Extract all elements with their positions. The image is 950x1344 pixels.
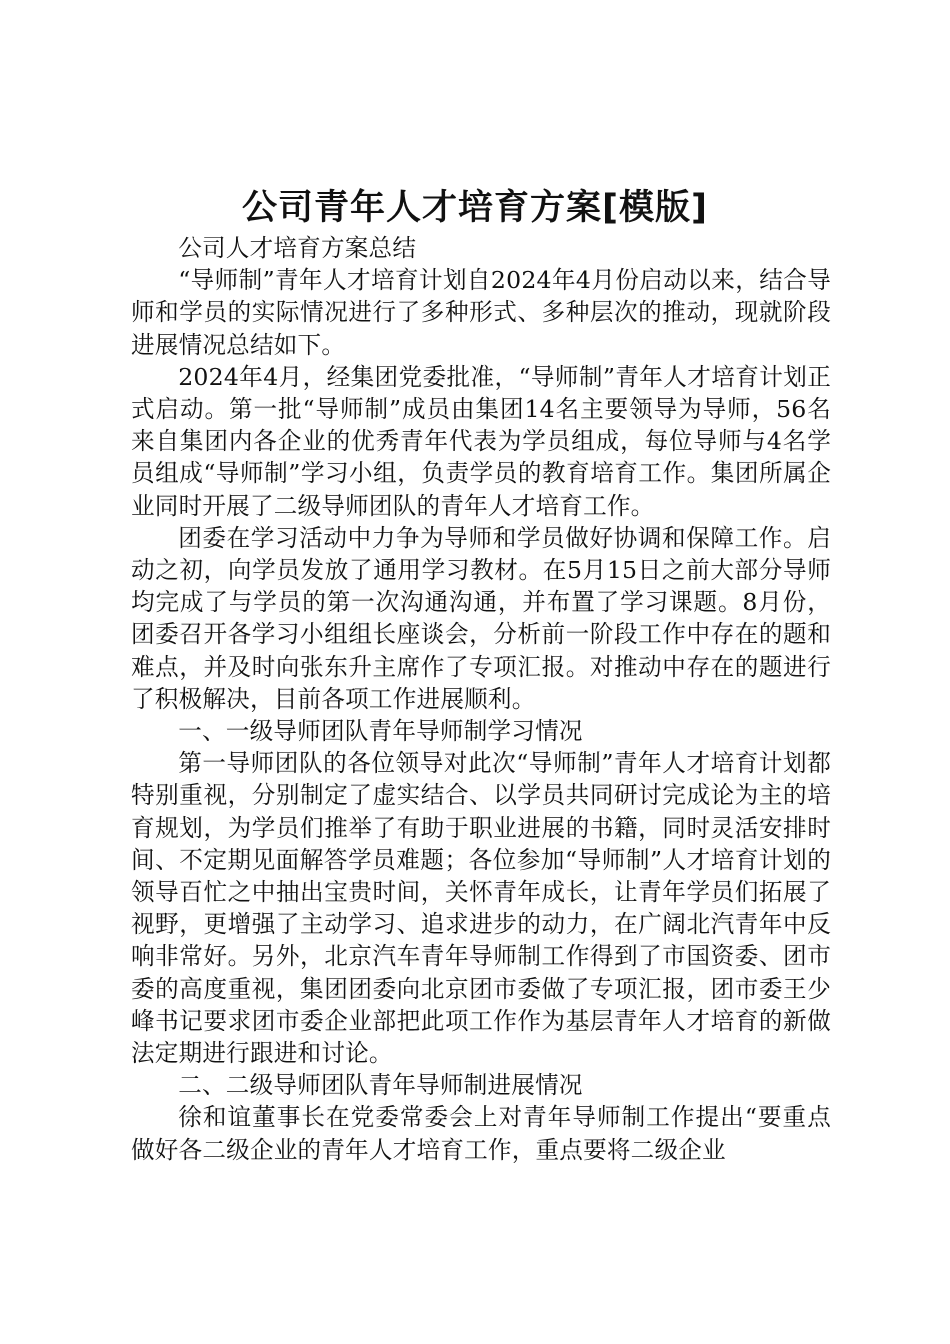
section-2-paragraph: 徐和谊董事长在党委常委会上对青年导师制工作提出“要重点做好各二级企业的青年人才培育工作，重点要将二级企业: [131, 1103, 831, 1164]
support-paragraph: 团委在学习活动中力争为导师和学员做好协调和保障工作。启动之初，向学员发放了通用学习教材。在5月15日之前大部分导师均完成了与学员的第一次沟通沟通，并布置了学习课题。8月份，团委召开各学习小组组长座谈会，分析前一阶段工作中存在的题和难点，并及时向张东升主席作了专项汇报。对推动中存在的题进行了积极解决，目前各项工作进展顺利。: [131, 523, 831, 713]
section-heading-1: 一、一级导师团队青年导师制学习情况: [178, 717, 583, 746]
section-heading-2: 二、二级导师团队青年导师制进展情况: [178, 1071, 583, 1100]
document-body: [131, 232, 831, 1166]
document-title: 公司青年人才培育方案[模版]: [242, 188, 708, 228]
section-1-paragraph: 第一导师团队的各位领导对此次“导师制”青年人才培育计划都特别重视，分别制定了虚实结合、以学员共同研讨完成论为主的培育规划，为学员们推举了有助于职业进展的书籍，同时灵活安排时间、不定期见面解答学员难题；各位参加“导师制”人才培育计划的领导百忙之中抽出宝贵时间，关怀青年成长，让青年学员们拓展了视野，更增强了主动学习、追求进步的动力，在广阔北汽青年中反响非常好。另外，北京汽车青年导师制工作得到了市国资委、团市委的高度重视，集团团委向北京团市委做了专项汇报，团市委王少峰书记要求团市委企业部把此项工作作为基层青年人才培育的新做法定期进行跟进和讨论。: [131, 749, 831, 1068]
intro-paragraph: “导师制”青年人才培育计划自2024年4月份启动以来，结合导师和学员的实际情况进行了多种形式、多种层次的推动，现就阶段进展情况总结如下。: [131, 266, 831, 359]
launch-paragraph: 2024年4月，经集团党委批准，“导师制”青年人才培育计划正式启动。第一批“导师制”成员由集团14名主要领导为导师，56名来自集团内各企业的优秀青年代表为学员组成，每位导师与4名学员组成“导师制”学习小组，负责学员的教育培育工作。集团所属企业同时开展了二级导师团队的青年人才培育工作。: [131, 362, 831, 520]
subtitle-paragraph: 公司人才培育方案总结: [178, 234, 417, 262]
